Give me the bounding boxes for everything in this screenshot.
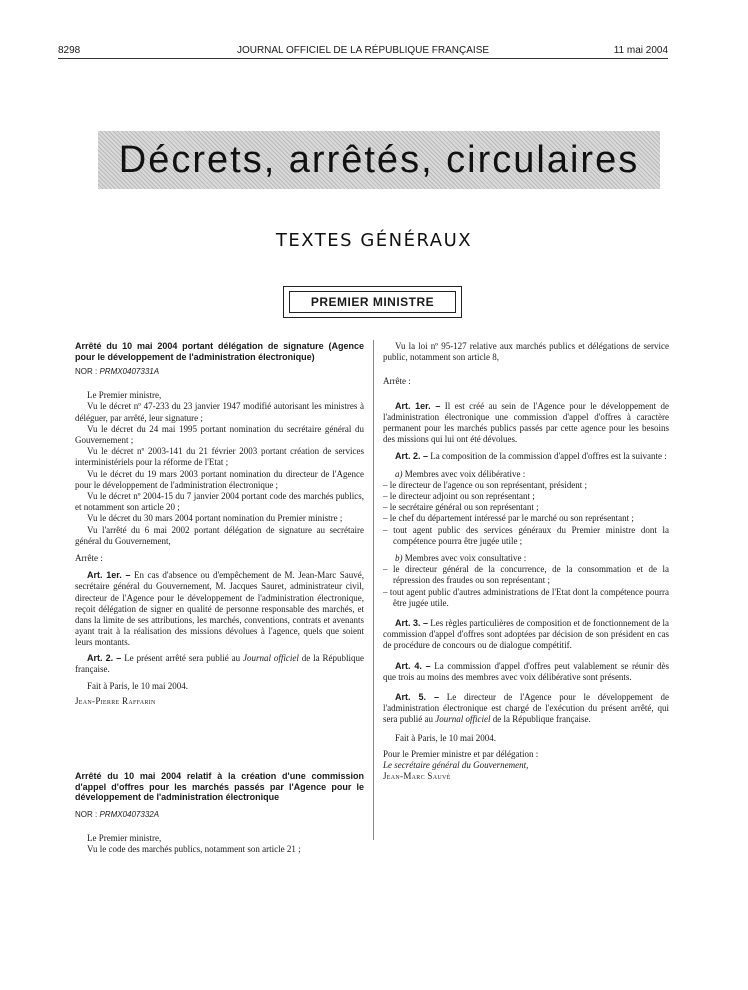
visa-line: Vu l'arrêté du 6 mai 2002 portant délégation de signature au secrétaire général du Gouvernement, — [75, 524, 364, 546]
decree-title: Arrêté du 10 mai 2004 portant délégation de signature (Agence pour le développement de l'administration électronique) — [75, 341, 364, 362]
visa-line: Vu le décret du 19 mars 2003 portant nomination du directeur de l'Agence pour le développement de l'administration électronique ; — [75, 468, 364, 490]
delegation-line: Pour le Premier ministre et par délégation : — [383, 748, 539, 759]
list-item: – le directeur de l'agence ou son représentant, président ; — [383, 479, 588, 490]
article-text: Il est créé au sein de l'Agence pour le développement de l'administration électronique une commission d'appel d'offres à caractère permanent pour les marchés publics passés par cette agence pour les besoins des missions qui lui ont été dévolues. — [383, 400, 669, 445]
visa-line: Vu le décret du 30 mars 2004 portant nomination du Premier ministre ; — [87, 513, 343, 524]
fait-line: Fait à Paris, le 10 mai 2004. — [87, 681, 188, 692]
article-text: La composition de la commission d'appel d'offres est la suivante : — [430, 451, 667, 462]
visa-line: Vu le décret nº 2004-15 du 7 janvier 2004 portant code des marchés publics, et notamment son article 20 ; — [75, 491, 364, 513]
visa-line: Vu le décret du 24 mai 1995 portant nomination du secrétaire général du Gouvernement ; — [75, 423, 364, 446]
article-5 — [383, 692, 669, 726]
article-1 — [75, 570, 364, 648]
article-text: La commission d'appel d'offres peut valablement se réunir dès que trois au moins des membres avec voix délibérative sont présents. — [383, 660, 670, 682]
signatory-title-text: Le secrétaire général du Gouvernement, — [383, 760, 529, 771]
section-title: TEXTES GÉNÉRAUX — [275, 230, 473, 251]
list-heading-text: Membres avec voix consultative : — [404, 553, 527, 564]
section-banner — [98, 131, 660, 189]
list-item: – le directeur général de la concurrence, de la consommation et de la répression des fraudes ou son représentant ; — [383, 564, 669, 586]
article-text: Le directeur de l'Agence pour le développement de l'administration électronique est chargé de l'exécution du présent arrêté, qui sera publié au — [383, 692, 669, 725]
visa-line: Vu le décret nº 47-233 du 23 janvier 1947 modifié autorisant les ministres à déléguer, par arrêté, leur signature ; — [75, 401, 364, 423]
page-number: 8298 — [58, 45, 81, 56]
signature: Jean-Marc Sauvé — [383, 771, 451, 782]
visa-line: Vu le code des marchés publics, notamment son article 21 ; — [87, 843, 301, 854]
journal-title: JOURNAL OFFICIEL DE LA RÉPUBLIQUE FRANÇAISE — [236, 45, 490, 56]
visa-line: Le Premier ministre, — [87, 390, 162, 401]
right-column — [383, 341, 669, 783]
article-label: Art. 2. – — [87, 652, 122, 663]
list-heading — [383, 469, 669, 480]
list-letter: b) — [395, 553, 403, 564]
article-2 — [75, 653, 364, 675]
header-rule — [58, 58, 668, 59]
visa-line: Vu le décret nº 2003-141 du 21 février 2003 portant création de services interministériels pour la réforme de l'Etat ; — [75, 446, 364, 468]
nor-code: PRMX0407332A — [99, 809, 160, 819]
left-column-bottom — [75, 771, 364, 855]
arrete-heading: Arrête : — [383, 376, 411, 387]
list-item: – tout agent public d'autres administrations de l'Etat dont la compétence pourra être jugée utile. — [383, 586, 669, 608]
column-divider — [373, 340, 374, 840]
article-text: de la République française. — [492, 714, 591, 725]
signatory-title — [383, 760, 669, 771]
article-1 — [383, 401, 669, 446]
visa-line: Le Premier ministre, — [87, 832, 162, 843]
list-item: – tout agent public des services généraux du Premier ministre dont la compétence pourra être jugée utile ; — [383, 524, 669, 546]
journal-name: Journal officiel — [435, 714, 491, 725]
issue-date: 11 mai 2004 — [613, 45, 668, 56]
left-column-top — [75, 341, 364, 707]
visa-line: Vu la loi nº 95-127 relative aux marchés publics et délégations de service public, notamment son article 8, — [383, 341, 669, 363]
article-2 — [383, 451, 669, 462]
fait-line: Fait à Paris, le 10 mai 2004. — [395, 732, 496, 743]
decree-title: Arrêté du 10 mai 2004 relatif à la création d'une commission d'appel d'offres pour les marchés passés par l'Agence pour le développement de l'administration électronique — [75, 771, 364, 802]
list-item: – le chef du département intéressé par le marché ou son représentant ; — [383, 513, 634, 524]
article-label: Art. 3. – — [395, 618, 429, 629]
arrete-heading: Arrête : — [75, 553, 103, 564]
nor-reference — [75, 809, 364, 820]
article-3 — [383, 618, 669, 652]
list-heading-text: Membres avec voix délibérative : — [404, 468, 526, 479]
article-4 — [383, 661, 669, 683]
nor-label: NOR : — [75, 809, 98, 819]
banner-title: Décrets, arrêtés, circulaires — [118, 138, 640, 181]
article-text: de la République française. — [75, 652, 365, 674]
journal-name: Journal officiel — [242, 652, 299, 663]
article-label: Art. 1er. – — [87, 570, 131, 581]
article-text: Le présent arrêté sera publié au — [124, 652, 241, 663]
article-label: Art. 5. – — [395, 692, 439, 703]
article-text: En cas d'absence ou d'empêchement de M. Jean-Marc Sauvé, secrétaire général du Gouvernement, M. Jacques Sauret, administrateur civil, directeur de l'Agence pour le développement de l'administration électronique, reçoit délégation de signer en qualité de personne responsable des marchés, et dans la limite de ses attributions, les marchés, conventions, contrats et avenants ayant trait à la réalisation des missions dévolues à l'agence, quels que soient leurs montants. — [75, 570, 364, 648]
list-item: – le directeur adjoint ou son représentant ; — [383, 491, 535, 502]
list-letter: a) — [395, 468, 403, 479]
ministry-box — [283, 286, 462, 318]
nor-label: NOR : — [75, 367, 98, 376]
article-label: Art. 4. – — [395, 660, 431, 671]
nor-code: PRMX0407331A — [99, 367, 160, 376]
running-header — [58, 44, 668, 58]
article-label: Art. 2. – — [395, 451, 429, 462]
article-text: Les règles particulières de composition et de fonctionnement de la commission d'appel d'offres sont adoptées par décision de son président en cas de procédure de concours ou de dialogue compétitif. — [383, 618, 670, 651]
list-item: – le secrétaire général ou son représentant ; — [383, 502, 539, 513]
article-label: Art. 1er. – — [395, 400, 441, 411]
signature: Jean-Pierre Raffarin — [75, 696, 156, 707]
list-heading — [383, 553, 669, 564]
ministry-label: PREMIER MINISTRE — [289, 291, 456, 313]
nor-reference — [75, 366, 364, 377]
